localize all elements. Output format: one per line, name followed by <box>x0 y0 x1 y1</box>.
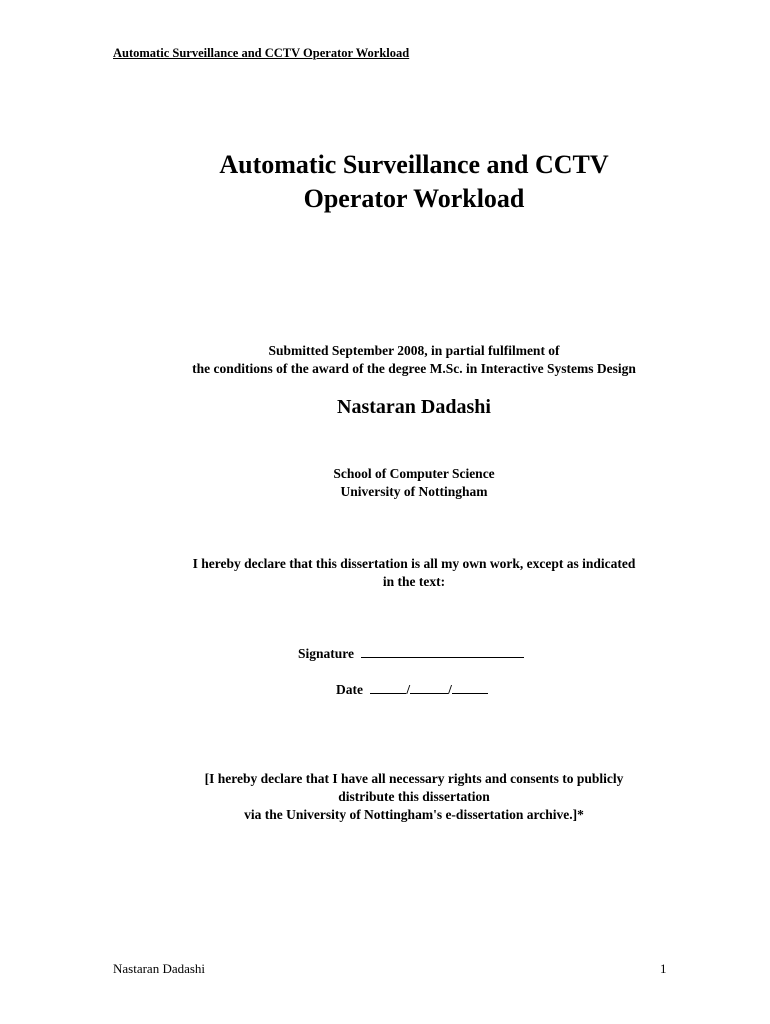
date-day-blank[interactable] <box>370 681 406 694</box>
running-header: Automatic Surveillance and CCTV Operator Workload <box>113 46 410 60</box>
affiliation <box>0 465 770 501</box>
rights-line-1: [I hereby declare that I have all necessary rights and consents to publicly <box>204 771 624 786</box>
declaration-statement <box>0 555 770 591</box>
rights-line-3: via the University of Nottingham's e-dissertation archive.]* <box>244 807 584 822</box>
submission-line-1: Submitted September 2008, in partial fulfilment of <box>268 343 560 358</box>
date-row <box>336 681 488 698</box>
page-number: 1 <box>660 961 667 976</box>
declaration-line-1: I hereby declare that this dissertation is all my own work, except as indicated <box>192 556 636 571</box>
submission-line-2: the conditions of the award of the degree M.Sc. in Interactive Systems Design <box>192 361 636 376</box>
date-label: Date <box>336 682 363 697</box>
title-line-1: Automatic Surveillance and CCTV <box>219 150 609 179</box>
date-month-blank[interactable] <box>410 681 448 694</box>
date-separator-2: / <box>448 682 452 697</box>
rights-statement <box>0 770 770 824</box>
document-title <box>0 148 770 216</box>
author-name: Nastaran Dadashi <box>337 396 491 418</box>
signature-label: Signature <box>298 646 355 661</box>
signature-line[interactable] <box>361 645 524 658</box>
declaration-line-2: in the text: <box>382 574 446 589</box>
university-name: University of Nottingham <box>340 484 488 499</box>
title-line-2: Operator Workload <box>303 184 525 213</box>
date-separator-1: / <box>406 682 411 697</box>
signature-row <box>298 645 524 662</box>
submission-statement <box>0 342 770 378</box>
footer-author: Nastaran Dadashi <box>113 961 206 976</box>
school-name: School of Computer Science <box>333 466 495 481</box>
date-year-blank[interactable] <box>452 681 488 694</box>
rights-line-2: distribute this dissertation <box>338 789 490 804</box>
